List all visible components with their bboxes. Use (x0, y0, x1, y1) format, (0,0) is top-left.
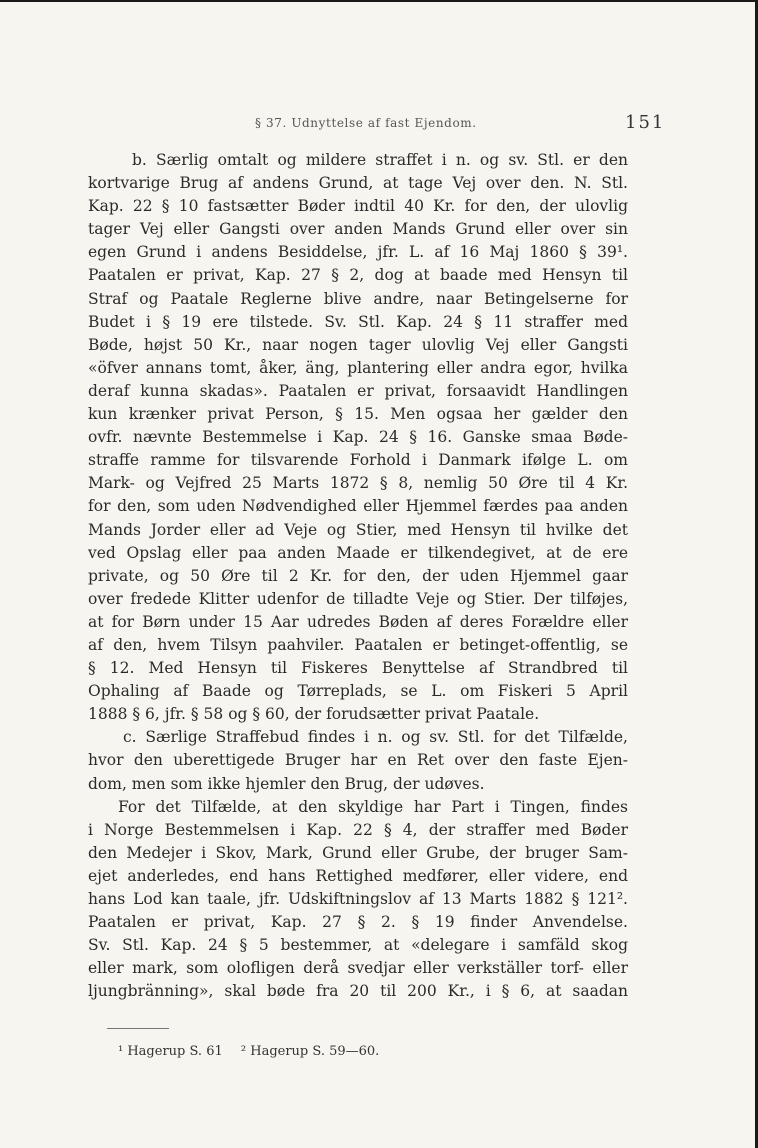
text-line: For det Tilfælde, at den skyldige har Part i Tingen, findes (118, 797, 628, 816)
text-line: dom, men som ikke hjemler den Brug, der udøves. (88, 774, 485, 793)
page-number: 151 (625, 112, 666, 133)
text-line: Straf og Paatale Reglerne blive andre, naar Betingelserne for (88, 289, 628, 308)
text-line: ved Opslag eller paa anden Maade er tilkendegivet, at de ere (88, 543, 628, 562)
text-line: b. Særlig omtalt og mildere straffet i n. og sv. Stl. er den (132, 151, 628, 169)
text-line: tager Vej eller Gangsti over anden Mands Grund eller over sin (88, 220, 628, 239)
text-line: «öfver annans tomt, åker, äng, plantering eller andra egor, hvilka (88, 358, 628, 377)
text-line: kortvarige Brug af andens Grund, at tage Vej over den. N. Stl. (88, 174, 628, 193)
text-line: over fredede Klitter udenfor de tilladte Veje og Stier. Der tilføjes, (88, 589, 628, 608)
text-line: eller mark, som olofligen derå svedjar eller verkställer torf- eller (88, 959, 628, 978)
text-line: Bøde, højst 50 Kr., naar nogen tager ulovlig Vej eller Gangsti (88, 335, 628, 354)
text-line: Kap. 22 § 10 fastsætter Bøder indtil 40 Kr. for den, der ulovlig (88, 197, 628, 216)
text-line: at for Børn under 15 Aar udredes Bøden af deres Forældre eller (88, 612, 628, 631)
text-line: hvor den uberettigede Bruger har en Ret over den faste Ejen- (88, 751, 628, 770)
text-line: Budet i § 19 ere tilstede. Sv. Stl. Kap. 24 § 11 straffer med (88, 312, 628, 331)
footnote-1: ¹ Hagerup S. 61 (118, 1044, 223, 1059)
text-line: af den, hvem Tilsyn paahviler. Paatalen er betinget-offentlig, se (88, 635, 628, 654)
text-line: for den, som uden Nødvendighed eller Hjemmel færdes paa anden (88, 497, 628, 516)
text-line: den Medejer i Skov, Mark, Grund eller Grube, der bruger Sam- (88, 843, 628, 862)
text-line: c. Særlige Straffebud findes i n. og sv. Stl. for det Tilfælde, (123, 728, 628, 747)
text-line: ljungbränning», skal bøde fra 20 til 200 Kr., i § 6, at saadan (88, 982, 628, 1001)
text-line: § 12. Med Hensyn til Fiskeres Benyttelse af Strandbred til (88, 659, 628, 678)
running-head: § 37. Udnyttelse af fast Ejendom. (255, 116, 477, 130)
text-line: Ophaling af Baade og Tørreplads, se L. om Fiskeri 5 April (88, 682, 628, 701)
text-line: ejet anderledes, end hans Rettighed medfører, eller videre, end (88, 866, 628, 885)
text-line: deraf kunna skadas». Paatalen er privat, forsaavidt Handlingen (88, 381, 628, 400)
footnote-rule (107, 1028, 169, 1029)
text-line: private, og 50 Øre til 2 Kr. for den, der uden Hjemmel gaar (88, 566, 628, 585)
text-line: Sv. Stl. Kap. 24 § 5 bestemmer, at «delegare i samfäld skog (88, 936, 628, 955)
text-line: egen Grund i andens Besiddelse, jfr. L. af 16 Maj 1860 § 39¹. (88, 243, 628, 262)
text-line: straffe ramme for tilsvarende Forhold i Danmark ifølge L. om (88, 451, 628, 470)
footnote-2: ² Hagerup S. 59—60. (240, 1044, 380, 1059)
footnotes (118, 1044, 393, 1059)
text-line: kun krænker privat Person, § 15. Men ogsaa her gælder den (88, 405, 628, 424)
text-line: Mark- og Vejfred 25 Marts 1872 § 8, nemlig 50 Øre til 4 Kr. (88, 474, 628, 493)
body-text (88, 149, 628, 1003)
text-line: Paatalen er privat, Kap. 27 § 2. § 19 finder Anvendelse. (88, 913, 628, 932)
text-line: hans Lod kan taale, jfr. Udskiftningslov af 13 Marts 1882 § 121². (88, 890, 628, 908)
text-line: ovfr. nævnte Bestemmelse i Kap. 24 § 16. Ganske smaa Bøde- (88, 428, 628, 447)
text-line: i Norge Bestemmelsen i Kap. 22 § 4, der straffer med Bøder (88, 820, 628, 839)
text-line: 1888 § 6, jfr. § 58 og § 60, der forudsætter privat Paatale. (88, 705, 540, 724)
text-line: Paatalen er privat, Kap. 27 § 2, dog at baade med Hensyn til (88, 266, 628, 285)
text-line: Mands Jorder eller ad Veje og Stier, med Hensyn til hvilke det (88, 520, 628, 539)
